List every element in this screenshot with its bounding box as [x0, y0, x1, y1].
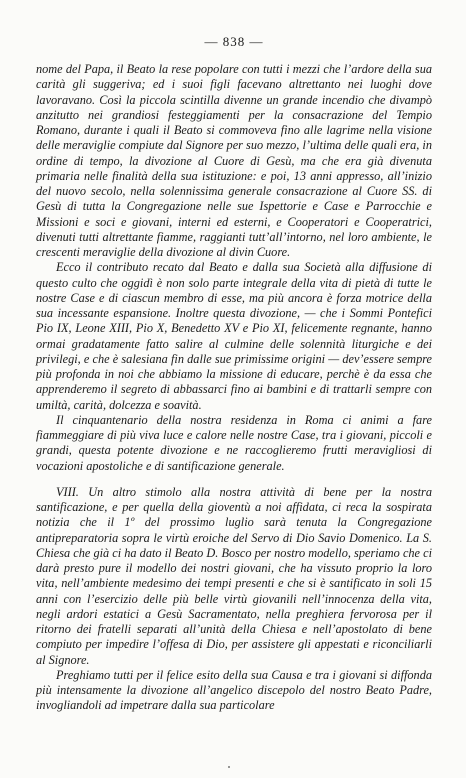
body-text — [36, 62, 432, 714]
paragraph-1: nome del Papa, il Beato la rese popolare con tutti i mezzi che l’ardore della sua carità gli suggeriva; ed i suoi figli facevano altrettanto nei luoghi dove lavoravano. Così la piccola scintilla divenne un grande incendio che divampò anzitutto nei grandiosi festeggiamenti per la consacrazione del Tempio Romano, durante i quali il Beato si commoveva fino alle lagrime nella visione delle meraviglie compiute dal Signore per suo mezzo, l’ultima delle quali era, in ordine di tempo, la divozione al Cuore di Gesù, ma che era già divenuta primaria nelle finalità della sua istituzione: e poi, 13 anni appresso, all’inizio del nuovo secolo, nella solennissima generale consacrazione al Cuore SS. di Gesù di tutta la Congregazione nelle sue Ispettorie e Case e Parrocchie e Missioni e soci e giovani, interni ed esterni, e Cooperatori e Cooperatrici, divenuti tutti altrettante fiamme, raggianti tutt’all’intorno, nel loro ambiente, le crescenti meraviglie della divozione al divin Cuore. — [36, 62, 432, 259]
paragraph-section-viii: VIII. Un altro stimolo alla nostra attività di bene per la nostra santificazione, e per quella della gioventù a noi affidata, ci reca la sospirata notizia che il 1º del prossimo luglio sarà tenuta la Congregazione antipreparatoria sopra le virtù eroiche del Servo di Dio Savio Domenico. La S. Chiesa che già ci ha dato il Beato D. Bosco per nostro modello, speriamo che ci darà presto pure il modello dei nostri giovani, che ha vissuto proprio la loro vita, nell’ambiente medesimo dei tempi presenti e che si è santificato in soli 15 anni con l’esercizio delle più belle virtù giovanili nell’innocenza della vita, negli ardori estatici a Gesù Sacramentato, nella preghiera fervorosa per il ritorno dei fratelli separati all’unità della Chiesa e nell’apostolato di bene compiuto per impedire l’offesa di Dio, per assistere gli appestati e riconciliarli al Signore. — [36, 484, 432, 667]
page-dot-mark — [228, 766, 230, 768]
paragraph-2: Ecco il contributo recato dal Beato e dalla sua Società alla diffusione di questo culto che oggidì è non solo parte integrale della vita di pietà di tutte le nostre Case e di ciascun membro di esse, ma più ancora è forza motrice della sua incessante espansione. Inoltre questa divozione, — che i Sommi Pontefici Pio IX, Leone XIII, Pio X, Benedetto XV e Pio XI, felicemente regnante, hanno ormai gradatamente fatto salire al culmine delle solennità liturgiche e dei privilegi, e che è salesiana fin dalle sue primissime origini — dev’essere sempre più profonda in noi che abbiamo la missione di educare, perchè è da essa che apprenderemo il segreto di abbassarci fino ai bambini e di trattarli sempre con umiltà, carità, dolcezza e soavità. — [36, 260, 432, 412]
paragraph-5: Preghiamo tutti per il felice esito della sua Causa e tra i giovani si diffonda più intensamente la divozione all’angelico discepolo del nostro Beato Padre, invogliandoli ad impetrare dalla sua particolare — [36, 667, 432, 713]
section-gap — [36, 474, 432, 485]
page-number: — 838 — — [204, 34, 264, 49]
paragraph-3: Il cinquantenario della nostra residenza in Roma ci animi a fare fiammeggiare di più viva luce e calore nelle nostre Case, tra i giovani, piccoli e grandi, questa potente divozione e ne raccoglieremo frutti meravigliosi di vocazioni apostoliche e di santificazione generale. — [36, 412, 432, 473]
